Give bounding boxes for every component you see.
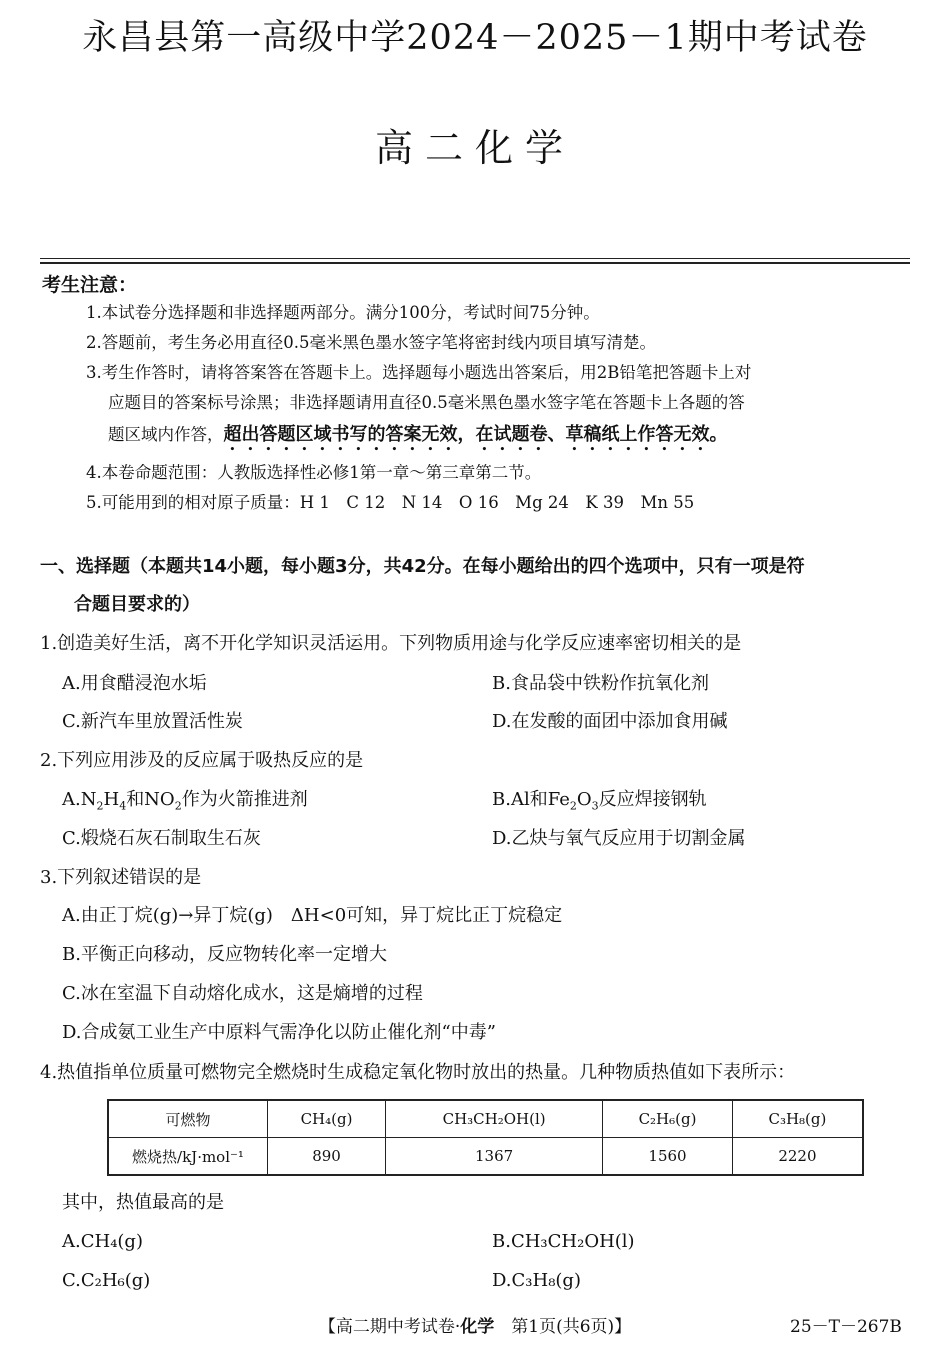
option-2a: $A.N_2H_4$和$NO_2$作为火箭推进剂	[62, 789, 308, 813]
option-2b: B.Al和$Fe_2O_3$反应焊接钢轨	[492, 789, 707, 813]
section-heading-cont: 合题目要求的）	[74, 594, 200, 615]
notice-item: 应题目的答案标号涂黑；非选择题请用直径0.5毫米黑色墨水签字笔在答题卡上各题的答	[108, 393, 745, 412]
option-4c: C.C₂H₆(g)	[62, 1270, 151, 1291]
question-4-stem: 4.热值指单位质量可燃物完全燃烧时生成稳定氧化物时放出的热量。几种物质热值如下表所示：	[40, 1062, 796, 1083]
question-4-tail: 其中，热值最高的是	[62, 1192, 224, 1213]
notice-item: 3.考生作答时，请将答案答在答题卡上。选择题每小题选出答案后，用2B铅笔把答题卡上对	[86, 363, 752, 382]
option-2c: C.煅烧石灰石制取生石灰	[62, 828, 261, 849]
notice-item: 1.本试卷分选择题和非选择题两部分。满分100分，考试时间75分钟。	[86, 303, 600, 322]
question-3-stem: 3.下列叙述错误的是	[40, 867, 202, 888]
exam-title: 永昌县第一高级中学2024－2025－1期中考试卷	[82, 18, 868, 58]
option-2d: D.乙炔与氧气反应用于切割金属	[492, 828, 746, 849]
question-2-stem: 2.下列应用涉及的反应属于吸热反应的是	[40, 750, 364, 771]
notice-emphasis: 超出答题区域书写的答案无效，在试题卷、草稿纸上作答无效。	[223, 424, 728, 445]
table-cell: 燃烧热/kJ·mol⁻¹	[108, 1138, 268, 1176]
option-1a: A.用食醋浸泡水垢	[62, 673, 207, 694]
table-cell: CH₄(g)	[268, 1100, 386, 1138]
question-1-stem: 1.创造美好生活，离不开化学知识灵活运用。下列物质用途与化学反应速率密切相关的是	[40, 633, 742, 654]
table-cell: 2220	[732, 1138, 863, 1176]
subject-title: 高二化学	[374, 126, 575, 170]
notice-heading: 考生注意：	[42, 274, 138, 296]
section-heading: 一、选择题（本题共14小题，每小题3分，共42分。在每小题给出的四个选项中，只有一项是符	[40, 556, 805, 577]
option-1d: D.在发酸的面团中添加食用碱	[492, 711, 728, 732]
table-cell: CH₃CH₂OH(l)	[386, 1100, 603, 1138]
option-3b: B.平衡正向移动，反应物转化率一定增大	[62, 944, 387, 965]
notice-item: 5.可能用到的相对原子质量：H 1 C 12 N 14 O 16 Mg 24 K 39 Mn 55	[86, 493, 695, 512]
divider	[40, 258, 910, 259]
notice-item: 2.答题前，考生务必用直径0.5毫米黑色墨水签字笔将密封线内项目填写清楚。	[86, 333, 656, 352]
option-3a: A.由正丁烷(g)→异丁烷(g) ΔH<0可知，异丁烷比正丁烷稳定	[62, 905, 563, 926]
table-cell: 可燃物	[108, 1100, 268, 1138]
paper-code: 25－T－267B	[790, 1317, 902, 1337]
option-1b: B.食品袋中铁粉作抗氧化剂	[492, 673, 709, 694]
table-cell: 890	[268, 1138, 386, 1176]
option-4b: B.CH₃CH₂OH(l)	[492, 1231, 635, 1252]
table-cell: C₂H₆(g)	[603, 1100, 733, 1138]
option-3c: C.冰在室温下自动熔化成水，这是熵增的过程	[62, 983, 423, 1004]
page-footer: 【高二期中考试卷·化学 第1页(共6页)】	[318, 1317, 632, 1337]
option-1c: C.新汽车里放置活性炭	[62, 711, 243, 732]
divider	[40, 262, 910, 264]
notice-item-3-end	[108, 422, 728, 455]
option-3d: D.合成氨工业生产中原料气需净化以防止催化剂“中毒”	[62, 1022, 496, 1043]
option-4a: A.CH₄(g)	[62, 1231, 143, 1252]
table-row	[108, 1138, 863, 1176]
table-cell: 1560	[603, 1138, 733, 1176]
notice-item: 4.本卷命题范围：人教版选择性必修1第一章～第三章第二节。	[86, 463, 542, 482]
option-4d: D.C₃H₈(g)	[492, 1270, 581, 1291]
heat-value-table	[107, 1099, 864, 1176]
table-cell: C₃H₈(g)	[732, 1100, 863, 1138]
table-cell: 1367	[386, 1138, 603, 1176]
table-header-row	[108, 1100, 863, 1138]
notice-text: 题区域内作答，	[108, 425, 224, 444]
